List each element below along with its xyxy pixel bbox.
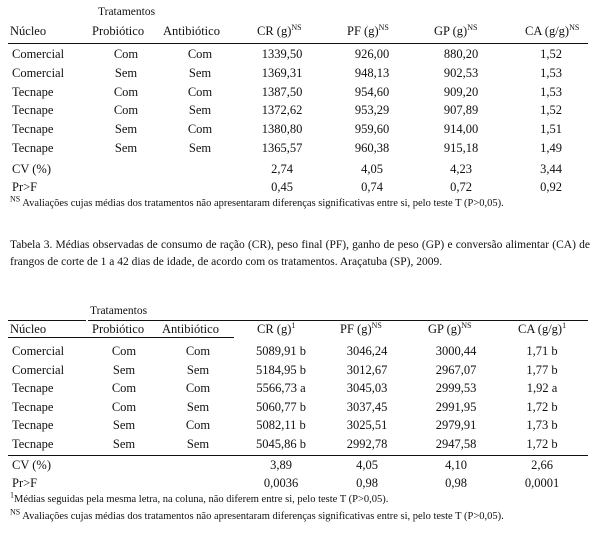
table2-cell-cr: 5566,73 a — [256, 381, 306, 396]
table2-prf-pf: 0,98 — [356, 476, 378, 490]
table2-header-probiotico: Probiótico — [92, 322, 145, 336]
table2-cell-antibiotico: Sem — [186, 362, 210, 377]
table1-cell-gp: 914,00 — [443, 122, 479, 137]
table1-cell-antibiotico: Com — [187, 122, 213, 137]
table2-cell-antibiotico: Com — [185, 381, 211, 396]
table2-cell-gp: 2947,58 — [435, 437, 477, 451]
table2-header-ca: CA $(g/g)^1$ — [518, 320, 567, 336]
table1-cell-gp: 915,18 — [443, 141, 479, 155]
table1-cv-cr: 2,74 — [271, 162, 293, 176]
table1-cell-antibiotico: Sem — [188, 65, 212, 80]
table1-header-probiotico: Probiótico — [92, 24, 145, 38]
table1-header-pf: PF $(g)^{NS}$ — [347, 22, 389, 38]
table2-cv-gp: 4,10 — [445, 458, 467, 472]
table1-prf-gp: 0,72 — [450, 180, 472, 194]
table2-cell-ca: 1,77 b — [526, 362, 558, 377]
table1-prf-ca: 0,92 — [540, 180, 562, 194]
table1-cv-ca: 3,44 — [540, 162, 562, 176]
table1-cell-probiotico: Sem — [114, 65, 138, 80]
table2-top-rule-right — [236, 320, 588, 321]
table2-cell-ca: 1,71 b — [526, 344, 558, 358]
table1-header-antibiotico: Antibiótico — [163, 24, 220, 38]
table1-cell-nucleo: Tecnape — [12, 141, 54, 155]
table2-cell-antibiotico: Com — [185, 344, 211, 358]
table1-cell-nucleo: Tecnape — [12, 103, 54, 118]
table2-header-pf: PF $(g)^{NS}$ — [340, 320, 382, 336]
table2-cell-cr: 5184,95 b — [256, 362, 306, 377]
table1-cell-cr: 1369,31 — [261, 65, 303, 80]
table2-cv-label: CV (%) — [12, 458, 52, 472]
table2-cell-cr: 5082,11 b — [256, 418, 306, 433]
table1-cell-probiotico: Sem — [114, 122, 138, 137]
table1-cell-probiotico: Com — [113, 84, 139, 99]
table1-cell-pf: 959,60 — [354, 122, 390, 137]
table2-prf-label: Pr>F — [12, 476, 38, 490]
table2-cell-gp: 2999,53 — [435, 381, 477, 396]
table1-cell-ca: 1,52 — [540, 47, 562, 61]
table2-cell-gp: 2979,91 — [435, 418, 477, 433]
table2-prf-gp: 0,98 — [445, 476, 467, 490]
table1-cell-ca: 1,49 — [540, 141, 562, 155]
table1-cell-nucleo: Comercial — [12, 65, 65, 80]
table1-cell-cr: 1365,57 — [261, 141, 303, 155]
table2-cell-probiotico: Sem — [112, 418, 136, 433]
table1-cell-gp: 909,20 — [443, 84, 479, 99]
table2-cell-ca: 1,72 b — [526, 437, 558, 451]
table2-cell-antibiotico: Sem — [186, 437, 210, 451]
table1-prf-pf: 0,74 — [361, 180, 383, 194]
table2-cell-gp: 2967,07 — [435, 362, 477, 377]
table2-cell-gp: 2991,95 — [435, 399, 477, 414]
table1-cell-probiotico: Sem — [114, 141, 138, 155]
table1-cell-cr: 1380,80 — [261, 122, 303, 137]
table2-cell-pf: 3037,45 — [346, 399, 388, 414]
table1-cell-pf: 926,00 — [354, 47, 390, 61]
table2-header-rule — [8, 337, 234, 338]
table1-cell-probiotico: Com — [113, 103, 139, 118]
table1-cv-gp: 4,23 — [450, 162, 472, 176]
table2-header-gp: GP $(g)^{NS}$ — [428, 320, 472, 336]
table2-top-rule-left — [8, 320, 86, 321]
table2-footnote-2: $^{NS}$ Avaliações cujas médias dos tratamentos não apresentaram diferenças significativas entre si, pelo teste T (P>0,05). — [10, 507, 504, 522]
table1-cell-nucleo: Tecnape — [12, 122, 54, 137]
table2-cell-pf: 2992,78 — [346, 437, 388, 451]
table2-cell-pf: 3025,51 — [346, 418, 388, 433]
table2-cell-nucleo: Tecnape — [12, 437, 54, 451]
table2-cell-antibiotico: Sem — [186, 399, 210, 414]
table2-group-rule — [88, 320, 236, 321]
table1-cell-ca: 1,53 — [540, 84, 562, 99]
table1-cell-nucleo: Tecnape — [12, 84, 54, 99]
table1-cell-ca: 1,51 — [540, 122, 562, 137]
table1-header-ca: CA $(g/g)^{NS}$ — [525, 22, 580, 38]
table1-group-header: Tratamentos — [98, 6, 156, 18]
table2-cell-probiotico: Sem — [112, 362, 136, 377]
table1-cell-cr: 1339,50 — [261, 47, 303, 61]
table1-footnote: $^{NS}$ Avaliações cujas médias dos tratamentos não apresentaram diferenças significativas entre si, pelo teste T (P>0,05). — [10, 194, 504, 209]
table1-prf-label: Pr>F — [12, 180, 38, 194]
table2-header-antibiotico: Antibiótico — [162, 322, 219, 336]
table1-header-rule — [8, 43, 588, 44]
table2-cell-probiotico: Com — [111, 381, 137, 396]
table2-cv-cr: 3,89 — [270, 458, 292, 472]
table2-cell-nucleo: Tecnape — [12, 418, 54, 433]
table2-cell-pf: 3045,03 — [346, 381, 388, 396]
table1-cell-cr: 1372,62 — [261, 103, 303, 118]
table1-cell-pf: 960,38 — [354, 141, 390, 155]
table1-header-cr: CR $(g)^{NS}$ — [257, 22, 302, 38]
table1-header-gp: GP $(g)^{NS}$ — [434, 22, 478, 38]
table2-group-header: Tratamentos — [90, 305, 148, 317]
table2-cell-nucleo: Tecnape — [12, 381, 54, 396]
table2-cell-probiotico: Com — [111, 344, 137, 358]
table1-cell-antibiotico: Sem — [188, 103, 212, 118]
table2-cell-pf: 3012,67 — [346, 362, 388, 377]
table2-prf-cr: 0,0036 — [263, 476, 299, 490]
table2-cell-nucleo: Comercial — [12, 344, 65, 358]
table1-cell-antibiotico: Sem — [188, 141, 212, 155]
table1-cell-cr: 1387,50 — [261, 84, 303, 99]
table2-cell-nucleo: Comercial — [12, 362, 65, 377]
table1-header-nucleo: Núcleo — [10, 24, 47, 38]
table1-cell-pf: 953,29 — [354, 103, 390, 118]
table1-cell-ca: 1,53 — [540, 65, 562, 80]
table1-cell-gp: 907,89 — [443, 103, 479, 118]
table2-cv-pf: 4,05 — [356, 458, 378, 472]
table1-cv-label: CV (%) — [12, 162, 52, 176]
table3-caption: Tabela 3. Médias observadas de consumo de ração (CR), peso final (PF), ganho de peso (GP) e conversão alimentar (CA) de frangos de corte de 1 a 42 dias de idade, de acordo com os tratamentos. Araçatuba (SP), 2009. — [10, 239, 590, 268]
table1-cell-antibiotico: Com — [187, 47, 213, 61]
table2-cv-ca: 2,66 — [531, 458, 553, 472]
table2-footnote-1: $^1$Médias seguidas pela mesma letra, na coluna, não diferem entre si, pelo teste T (P>0,05). — [10, 490, 389, 505]
table2-cell-nucleo: Tecnape — [12, 399, 54, 414]
table1-cv-pf: 4,05 — [361, 162, 383, 176]
table2-prf-ca: 0,0001 — [524, 476, 560, 490]
table2-cell-cr: 5089,91 b — [256, 344, 306, 358]
table2-cell-ca: 1,72 b — [526, 399, 558, 414]
table2-cell-pf: 3046,24 — [346, 344, 388, 358]
table2-header-nucleo: Núcleo — [10, 322, 47, 336]
table1-cell-probiotico: Com — [113, 47, 139, 61]
table2-header-cr: CR $(g)^1$ — [257, 320, 296, 336]
table2-cell-antibiotico: Com — [185, 418, 211, 433]
table1-cell-pf: 954,60 — [354, 84, 390, 99]
table2-cell-probiotico: Com — [111, 399, 137, 414]
table1-cell-pf: 948,13 — [354, 65, 390, 80]
table1-cell-nucleo: Comercial — [12, 47, 65, 61]
table2-body-rule — [8, 455, 588, 456]
table1-cell-gp: 902,53 — [443, 65, 479, 80]
table1-cell-gp: 880,20 — [443, 47, 479, 61]
table1-cell-ca: 1,52 — [540, 103, 562, 118]
table2-cell-probiotico: Sem — [112, 437, 136, 451]
table2-cell-cr: 5060,77 b — [256, 399, 306, 414]
table2-cell-ca: 1,73 b — [526, 418, 558, 433]
table2-cell-ca: 1,92 a — [526, 381, 558, 396]
table1-prf-cr: 0,45 — [271, 180, 293, 194]
table2-cell-gp: 3000,44 — [435, 344, 477, 358]
table1-cell-antibiotico: Com — [187, 84, 213, 99]
table2-cell-cr: 5045,86 b — [256, 437, 306, 451]
